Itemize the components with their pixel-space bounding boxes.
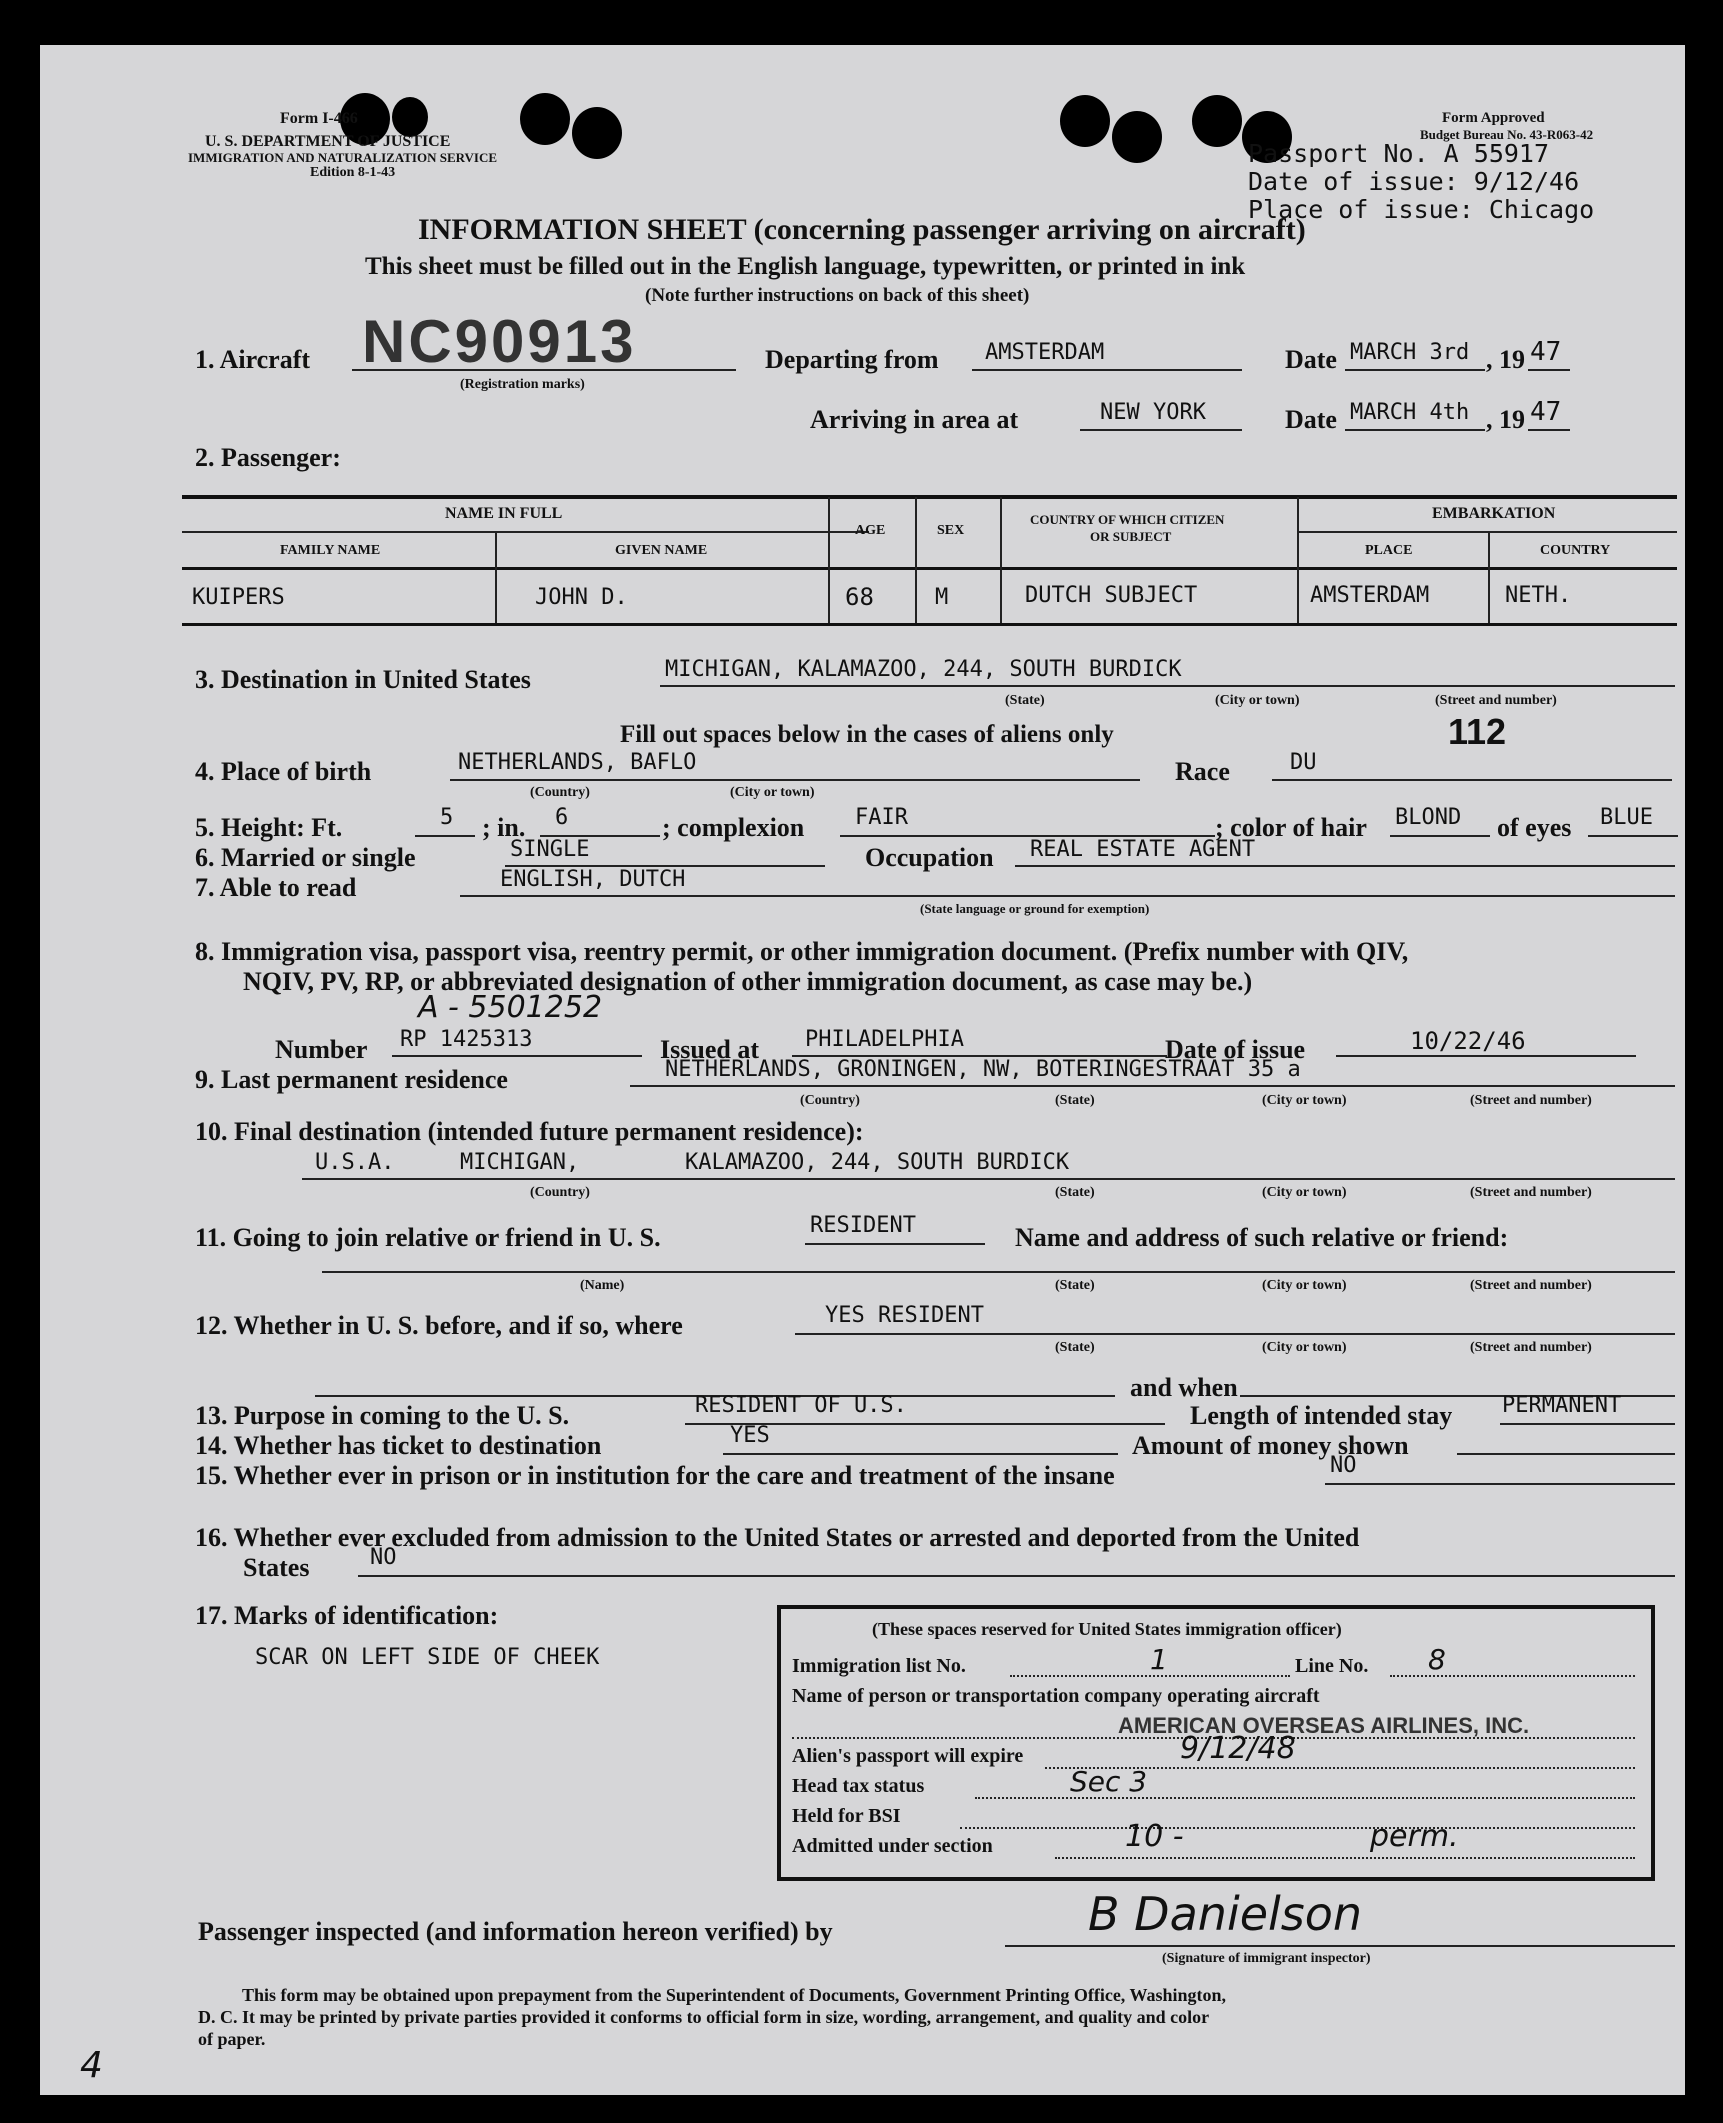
stay-label: Length of intended stay: [1190, 1401, 1453, 1430]
departing-label: Departing from: [765, 345, 939, 374]
stamped-number: 112: [1448, 711, 1507, 752]
birth-label: 4. Place of birth: [195, 757, 372, 786]
prison-value: NO: [1330, 1453, 1357, 1478]
caption-state-11: (State): [1055, 1278, 1095, 1293]
inspector-signature: B Danielson: [1088, 1887, 1363, 1941]
form-number: Form I-466: [280, 110, 358, 127]
arrive-year-value: 47: [1530, 397, 1562, 427]
punch-hole: [520, 93, 570, 145]
service: IMMIGRATION AND NATURALIZATION SERVICE: [188, 150, 498, 165]
operator-stamp: AMERICAN OVERSEAS AIRLINES, INC.: [1118, 1713, 1530, 1738]
stay-value: PERMANENT: [1502, 1393, 1622, 1418]
punch-hole: [1192, 95, 1242, 147]
caption-street-12: (Street and number): [1470, 1340, 1592, 1355]
date-of-issue: Date of issue: 9/12/46: [1248, 167, 1580, 196]
ticket-value: YES: [730, 1423, 770, 1448]
caption-street-11: (Street and number): [1470, 1278, 1592, 1293]
aliens-only-note: Fill out spaces below in the cases of aliens only: [620, 721, 1114, 748]
passport-expire-value: 9/12/48: [1180, 1731, 1296, 1766]
col-sex: SEX: [937, 523, 965, 538]
arrive-year-label: , 19: [1486, 405, 1525, 434]
money-label: Amount of money shown: [1132, 1431, 1409, 1460]
caption-state-9: (State): [1055, 1093, 1095, 1108]
final-state: MICHIGAN,: [460, 1150, 580, 1175]
bsi-label: Held for BSI: [792, 1805, 901, 1827]
passenger-label: 2. Passenger:: [195, 443, 341, 472]
complexion-label: ; complexion: [662, 813, 805, 842]
race-label: Race: [1175, 757, 1230, 786]
budget-bureau: Budget Bureau No. 43-R063-42: [1420, 127, 1594, 142]
handwritten-number: A - 5501252: [418, 990, 603, 1025]
col-embarkation: EMBARKATION: [1432, 505, 1556, 522]
final-country: U.S.A.: [315, 1150, 395, 1175]
page-number: 4: [80, 2045, 103, 2086]
visa-number-label: Number: [275, 1035, 368, 1064]
table-cell-country: NETH.: [1505, 583, 1572, 608]
caption-country: (Country): [530, 785, 590, 800]
race-value: DU: [1290, 750, 1317, 775]
col-country-citizen: COUNTRY OF WHICH CITIZEN: [1030, 512, 1225, 527]
eyes-label: of eyes: [1497, 813, 1572, 842]
head-tax-label: Head tax status: [792, 1775, 925, 1797]
before-label: 12. Whether in U. S. before, and if so, where: [195, 1311, 683, 1340]
height-in: 6: [555, 805, 569, 830]
married-value: SINGLE: [510, 837, 590, 862]
table-cell-family: KUIPERS: [192, 585, 285, 610]
table-cell-citizen: DUTCH SUBJECT: [1025, 583, 1198, 608]
arrive-date-label: Date: [1285, 405, 1337, 434]
col-family-name: FAMILY NAME: [280, 543, 381, 558]
table-cell-age: 68: [845, 583, 874, 611]
officer-box-title: (These spaces reserved for United States immigration officer): [872, 1619, 1342, 1639]
col-name-in-full: NAME IN FULL: [445, 505, 563, 522]
line-no-label: Line No.: [1295, 1655, 1369, 1677]
excluded-label-2: States: [243, 1553, 310, 1582]
before-value: YES RESIDENT: [825, 1303, 984, 1328]
document-page: [40, 45, 1685, 2095]
caption-country-9: (Country): [800, 1093, 860, 1108]
marks-label: 17. Marks of identification:: [195, 1601, 499, 1630]
depart-date-value: MARCH 3rd: [1350, 340, 1470, 365]
join-value: RESIDENT: [810, 1213, 916, 1238]
arriving-label: Arriving in area at: [810, 405, 1019, 434]
punch-hole: [1060, 95, 1110, 147]
hair-label: ; color of hair: [1215, 813, 1367, 842]
edition: Edition 8-1-43: [310, 165, 396, 180]
punch-hole: [1112, 111, 1162, 163]
caption-street-10: (Street and number): [1470, 1185, 1592, 1200]
section-value-2: perm.: [1370, 1819, 1459, 1854]
passport-expire-label: Alien's passport will expire: [792, 1745, 1024, 1767]
read-caption: (State language or ground for exemption): [920, 901, 1150, 916]
complexion-value: FAIR: [855, 805, 908, 830]
final-destination-label: 10. Final destination (intended future permanent residence):: [195, 1117, 864, 1146]
destination-label: 3. Destination in United States: [195, 665, 531, 694]
page-title: INFORMATION SHEET (concerning passenger arriving on aircraft): [418, 213, 1306, 246]
aircraft-label: 1. Aircraft: [195, 345, 311, 374]
caption-country-10: (Country): [530, 1185, 590, 1200]
visa-label: 8. Immigration visa, passport visa, reentry permit, or other immigration document. (Prefix number with QIV,: [195, 937, 1409, 966]
passport-no: Passport No. A 55917: [1248, 139, 1550, 168]
line-no-value: 8: [1428, 1643, 1446, 1676]
table-cell-place: AMSTERDAM: [1310, 583, 1430, 608]
relative-label: Name and address of such relative or friend:: [1015, 1223, 1509, 1252]
footer-line-3: of paper.: [198, 2029, 266, 2049]
head-tax-value: Sec 3: [1070, 1765, 1148, 1798]
inspected-label: Passenger inspected (and information hereon verified) by: [198, 1917, 833, 1946]
arriving-value: NEW YORK: [1100, 400, 1206, 425]
section-label: Admitted under section: [792, 1835, 993, 1857]
caption-city-10: (City or town): [1262, 1185, 1347, 1200]
visa-number: RP 1425313: [400, 1027, 533, 1052]
registration-caption: (Registration marks): [460, 377, 585, 392]
visa-date-value: 10/22/46: [1410, 1027, 1526, 1055]
caption-city: (City or town): [1215, 693, 1300, 708]
prison-label: 15. Whether ever in prison or in institution for the care and treatment of the insane: [195, 1461, 1115, 1490]
col-country-citizen-2: OR SUBJECT: [1090, 529, 1172, 544]
table-cell-sex: M: [935, 585, 949, 610]
aircraft-registration: NC90913: [362, 308, 637, 375]
punch-hole: [572, 107, 622, 159]
col-age: AGE: [855, 523, 886, 538]
final-city-street: KALAMAZOO, 244, SOUTH BURDICK: [685, 1150, 1070, 1175]
ticket-label: 14. Whether has ticket to destination: [195, 1431, 602, 1460]
departing-value: AMSTERDAM: [985, 340, 1105, 365]
caption-state-10: (State): [1055, 1185, 1095, 1200]
depart-year-label: , 19: [1486, 345, 1525, 374]
list-no-label: Immigration list No.: [792, 1655, 966, 1677]
list-no-value: 1: [1150, 1643, 1168, 1676]
arrive-date-value: MARCH 4th: [1350, 400, 1470, 425]
visa-date-label: Date of issue: [1165, 1035, 1306, 1064]
issued-at-value: PHILADELPHIA: [805, 1027, 964, 1052]
read-label: 7. Able to read: [195, 873, 357, 902]
height-in-label: ; in.: [482, 813, 526, 842]
instructions: This sheet must be filled out in the English language, typewritten, or printed in ink: [365, 253, 1246, 280]
department: U. S. DEPARTMENT OF JUSTICE: [205, 133, 451, 150]
hair-value: BLOND: [1395, 805, 1462, 830]
issued-at-label: Issued at: [660, 1035, 759, 1064]
col-given-name: GIVEN NAME: [615, 543, 708, 558]
section-value: 10 -: [1125, 1819, 1184, 1854]
height-ft: 5: [440, 805, 454, 830]
footer-line-1: This form may be obtained upon prepayment from the Superintendent of Documents, Government Printing Office, Washington,: [242, 1985, 1227, 2005]
caption-name: (Name): [580, 1278, 625, 1293]
excluded-value: NO: [370, 1545, 397, 1570]
residence-value: NETHERLANDS, GRONINGEN, NW, BOTERINGESTRAAT 35 a: [665, 1057, 1301, 1082]
col-country: COUNTRY: [1540, 543, 1611, 558]
occupation-value: REAL ESTATE AGENT: [1030, 837, 1256, 862]
occupation-label: Occupation: [865, 843, 994, 872]
footer-line-2: D. C. It may be printed by private parties provided it conforms to official form in size, wording, arrangement, and quality and color: [198, 2007, 1210, 2027]
operator-label: Name of person or transportation company operating aircraft: [792, 1685, 1320, 1707]
caption-city-birth: (City or town): [730, 785, 815, 800]
caption-street: (Street and number): [1435, 693, 1557, 708]
caption-state-12: (State): [1055, 1340, 1095, 1355]
caption-city-11: (City or town): [1262, 1278, 1347, 1293]
depart-date-label: Date: [1285, 345, 1337, 374]
form-approved: Form Approved: [1442, 110, 1545, 126]
punch-hole: [392, 97, 428, 137]
note: (Note further instructions on back of this sheet): [645, 285, 1030, 306]
read-value: ENGLISH, DUTCH: [500, 867, 686, 892]
destination-value: MICHIGAN, KALAMAZOO, 244, SOUTH BURDICK: [665, 657, 1182, 682]
caption-street-9: (Street and number): [1470, 1093, 1592, 1108]
place-of-issue: Place of issue: Chicago: [1248, 195, 1595, 224]
eyes-value: BLUE: [1600, 805, 1653, 830]
join-label: 11. Going to join relative or friend in U. S.: [195, 1223, 661, 1252]
and-when-label: and when: [1130, 1373, 1238, 1402]
signature-caption: (Signature of immigrant inspector): [1162, 1951, 1371, 1966]
table-cell-given: JOHN D.: [535, 585, 628, 610]
birth-value: NETHERLANDS, BAFLO: [458, 750, 697, 775]
visa-label-2: NQIV, PV, RP, or abbreviated designation of other immigration document, as case may be.): [243, 967, 1253, 996]
col-place: PLACE: [1365, 543, 1413, 558]
residence-label: 9. Last permanent residence: [195, 1065, 508, 1094]
caption-city-9: (City or town): [1262, 1093, 1347, 1108]
caption-city-12: (City or town): [1262, 1340, 1347, 1355]
caption-state: (State): [1005, 693, 1045, 708]
depart-year-value: 47: [1530, 337, 1562, 367]
purpose-label: 13. Purpose in coming to the U. S.: [195, 1401, 570, 1430]
married-label: 6. Married or single: [195, 843, 416, 872]
marks-value: SCAR ON LEFT SIDE OF CHEEK: [255, 1645, 600, 1670]
height-label: 5. Height: Ft.: [195, 813, 343, 842]
purpose-value: RESIDENT OF U.S.: [695, 1393, 907, 1418]
excluded-label: 16. Whether ever excluded from admission to the United States or arrested and deported from the United: [195, 1523, 1360, 1552]
